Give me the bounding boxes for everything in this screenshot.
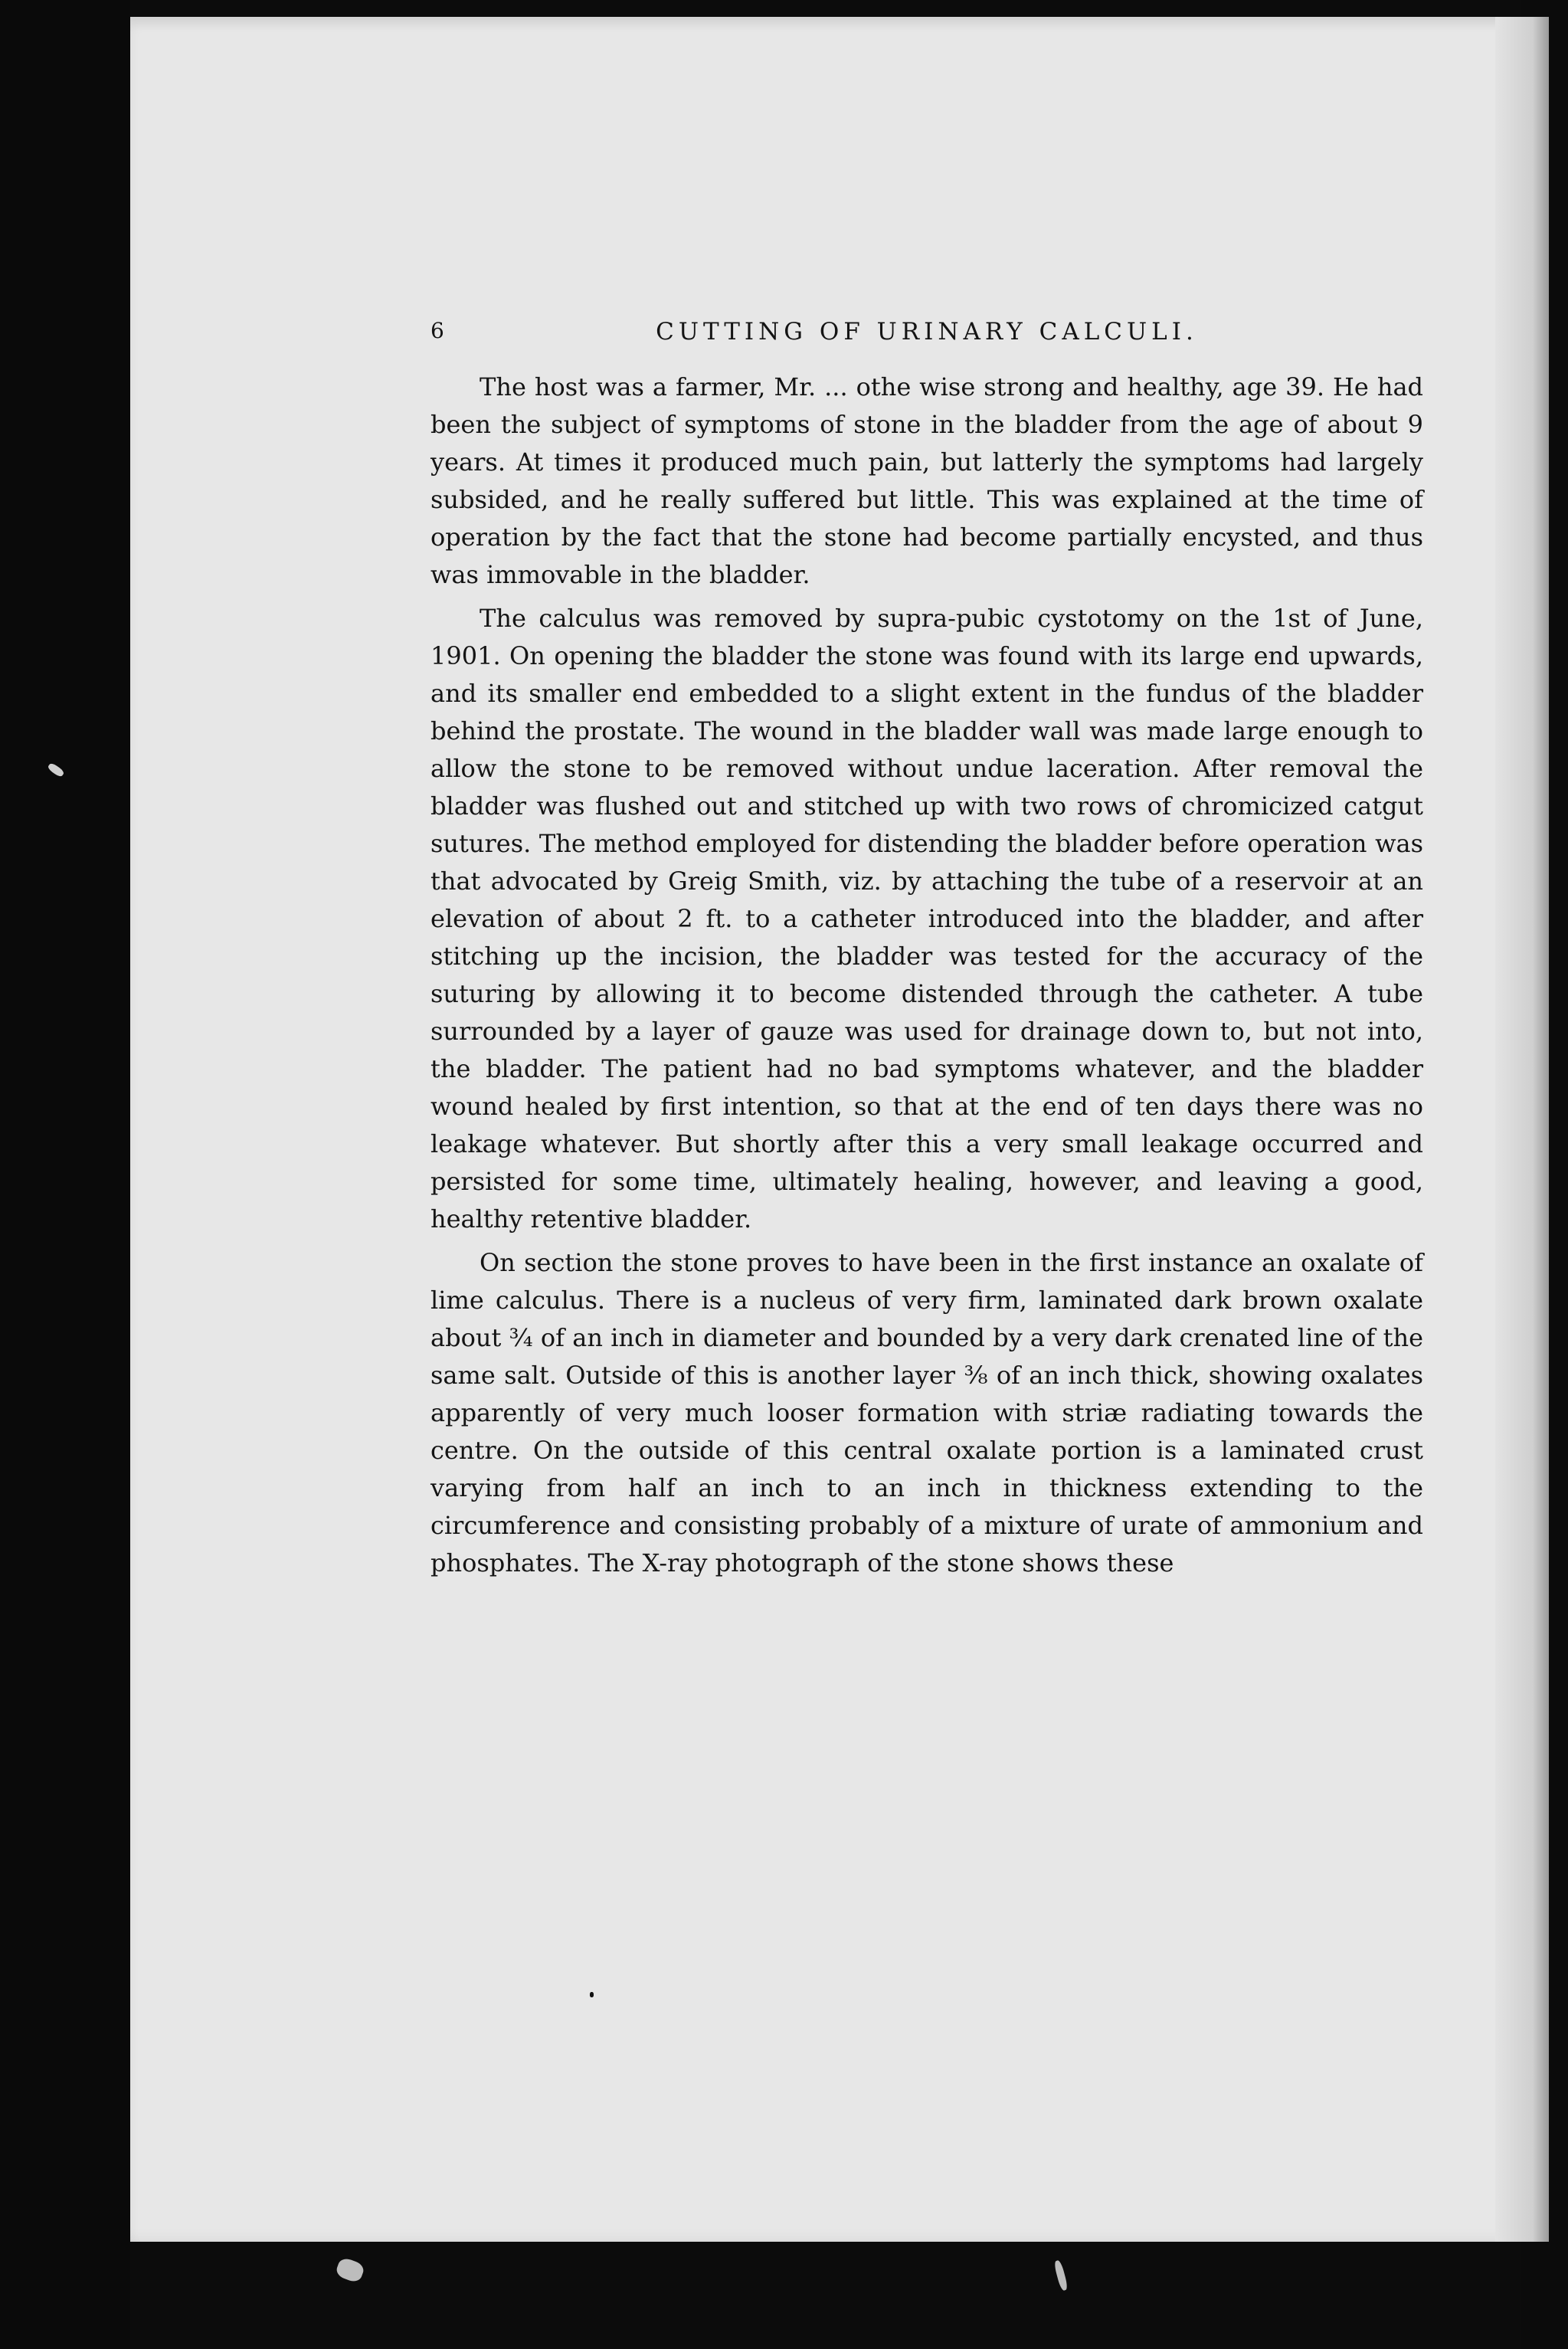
film-border-left — [0, 0, 130, 2349]
paragraph-operation: The calculus was removed by supra-pubic cystotomy on the 1st of June, 1901. On opening the bladder the stone was found with its large end upwards, and its smaller end embedded to a slight extent in the fundus of the bladder behind the prostate. The wound in the bladder wall was made large enough to allow the stone to be removed without undue laceration. After removal the bladder was flushed out and stitched up with two rows of chromicized catgut sutures. The method employed for distending the bladder before operation was that advocated by Greig Smith, viz. by attaching the tube of a reservoir at an elevation of about 2 ft. to a catheter introduced into the bladder, and after stitching up the incision, the bladder was tested for the accuracy of the suturing by allowing it to become distended through the catheter. A tube surrounded by a layer of gauze was used for drainage down to, but not into, the bladder. The patient had no bad symptoms whatever, and the bladder wound healed by first intention, so that at the end of ten days there was no leakage whatever. But shortly after this a very small leakage occurred and persisted for some time, ultimately healing, however, and leaving a good, healthy retentive bladder. — [430, 604, 1423, 1233]
page-edge-shadow — [1495, 17, 1549, 2242]
paragraph-patient-history: The host was a farmer, Mr. ... othe wise strong and healthy, age 39. He had been the subject of symptoms of stone in the bladder from the age of about 9 years. At times it produced much pain, but latterly the symptoms had largely subsided, and he really suffered but little. This was explained at the time of operation by the fact that the stone had become partially encysted, and thus was immovable in the bladder. — [430, 372, 1423, 589]
paragraph-stone-section: On section the stone proves to have been in the first instance an oxalate of lime calculus. There is a nucleus of very firm, laminated dark brown oxalate about ¾ of an inch in diameter and bounded by a very dark crenated line of the same salt. Outside of this is another layer ⅜ of an inch thick, showing oxalates apparently of very much looser formation with striæ radiating towards the centre. On the outside of this central oxalate portion is a laminated crust varying from half an inch to an inch in thickness extending to the circumference and consisting probably of a mixture of urate of ammonium and phosphates. The X-ray photograph of the stone shows these — [430, 1248, 1423, 1577]
scanned-page — [130, 17, 1549, 2242]
running-head — [430, 312, 1423, 358]
film-scratch-mark — [335, 2256, 366, 2284]
dust-speck — [590, 1992, 594, 1997]
page-body — [430, 312, 1423, 1582]
running-title: CUTTING OF URINARY CALCULI. — [656, 318, 1198, 346]
page-number: 6 — [430, 318, 444, 343]
film-scratch-mark — [1053, 2259, 1069, 2291]
